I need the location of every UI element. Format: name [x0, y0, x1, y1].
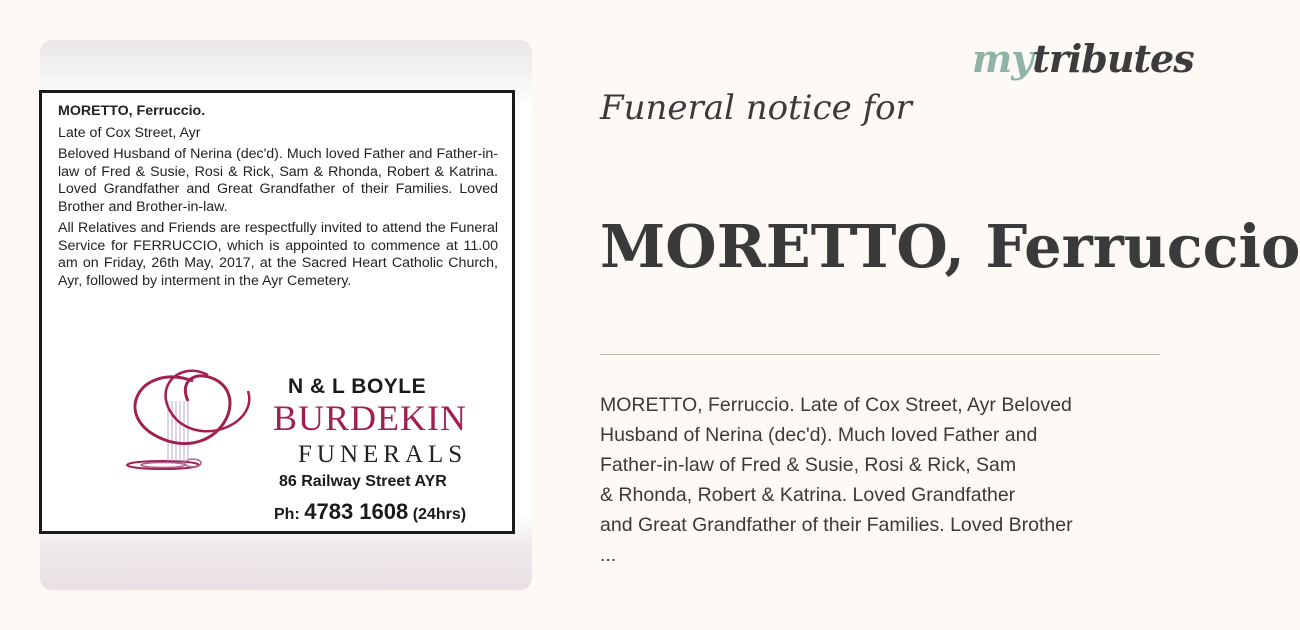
funeral-director-owners: N & L BOYLE	[288, 375, 427, 398]
notice-text	[58, 103, 498, 294]
notice-heading: MORETTO, Ferruccio.	[58, 103, 206, 119]
notice-summary: MORETTO, Ferruccio. Late of Cox Street, Ayr Beloved Husband of Nerina (dec'd). Much loved Father and Father-in-law of Fred & Susie, Rosi & Rick, Sam & Rhonda, Robert & Katrina. Loved Grandfather and Great Grandfather of their Families. Loved Brother ...	[600, 394, 1073, 566]
phone-hours: (24hrs)	[412, 506, 467, 523]
phone-label: Ph:	[274, 506, 300, 523]
phone-number: 4783 1608	[304, 499, 409, 524]
newspaper-notice	[39, 90, 515, 534]
notice-paragraph-family: Beloved Husband of Nerina (dec'd). Much loved Father and Father-in-law of Fred & Susie, Rosi & Rick, Sam & Rhonda, Robert & Katrina. Loved Grandfather and Great Grandfather of their Families. Loved Brother and Brother-in-law.	[58, 146, 498, 215]
funeral-director-address: 86 Railway Street AYR	[279, 473, 447, 490]
notice-image	[40, 40, 532, 590]
brand-tributes: tributes	[1032, 36, 1194, 81]
funeral-director-name: BURDEKIN	[273, 398, 467, 438]
page-subtitle: Funeral notice for	[600, 88, 912, 128]
notice-late-of: Late of Cox Street, Ayr	[58, 124, 201, 141]
deceased-name: MORETTO, Ferruccio	[600, 212, 1300, 281]
swirl-logo-icon	[98, 361, 288, 481]
divider	[600, 354, 1160, 355]
funeral-director-logo	[98, 361, 498, 531]
funeral-director-phone	[274, 499, 466, 525]
notice-paragraph-service: All Relatives and Friends are respectfully invited to attend the Funeral Service for FERRUCCIO, which is appointed to commence at 11.00 am on Friday, 26th May, 2017, at the Sacred Heart Catholic Church, Ayr, followed by interment in the Ayr Cemetery.	[58, 220, 498, 289]
funeral-director-subtitle: FUNERALS	[298, 441, 468, 468]
mytributes-logo[interactable]	[972, 36, 1194, 81]
brand-my: my	[972, 36, 1033, 81]
